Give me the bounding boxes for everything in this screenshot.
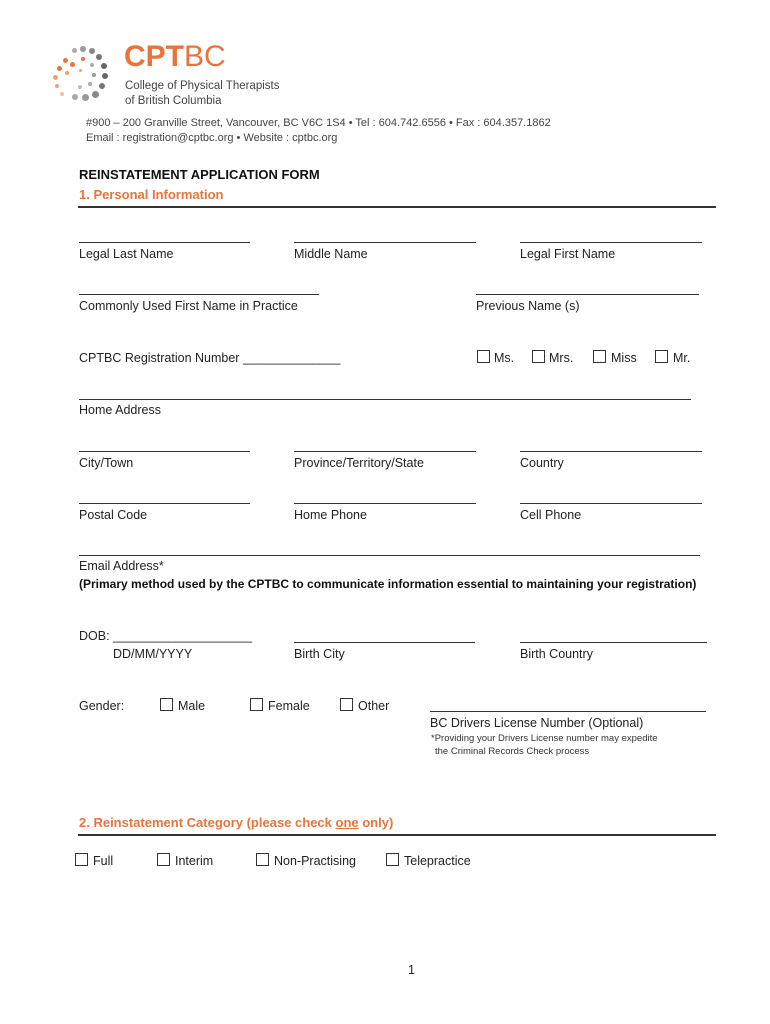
province-label: Province/Territory/State bbox=[294, 456, 424, 470]
section2-heading bbox=[79, 815, 393, 830]
org-address: #900 – 200 Granville Street, Vancouver, BC V6C 1S4 • Tel : 604.742.6556 • Fax : 604.357.1862 bbox=[86, 117, 551, 129]
logo-bc-text: BC bbox=[184, 40, 226, 73]
category-full-label: Full bbox=[93, 854, 114, 868]
title-mr-label: Mr. bbox=[673, 351, 691, 365]
cell-phone-label: Cell Phone bbox=[520, 508, 582, 522]
legal-last-name-label: Legal Last Name bbox=[79, 247, 174, 261]
previous-names-field[interactable] bbox=[476, 294, 699, 295]
drivers-license-note-line1: *Providing your Drivers License number may expedite bbox=[431, 733, 658, 744]
home-phone-field[interactable] bbox=[294, 503, 476, 504]
legal-first-name-label: Legal First Name bbox=[520, 247, 616, 261]
birth-city-label: Birth City bbox=[294, 647, 345, 661]
category-non-practising-label: Non-Practising bbox=[274, 854, 356, 868]
org-contact: Email : registration@cptbc.org • Website : cptbc.org bbox=[86, 132, 338, 144]
country-label: Country bbox=[520, 456, 564, 470]
logo-cpt-text: CPT bbox=[124, 40, 184, 73]
category-interim-checkbox[interactable] bbox=[157, 853, 170, 866]
previous-names-label: Previous Name (s) bbox=[476, 299, 580, 313]
email-label: Email Address* bbox=[79, 559, 164, 573]
drivers-license-field[interactable] bbox=[430, 711, 706, 712]
home-address-field[interactable] bbox=[79, 399, 691, 400]
dob-format-label: DD/MM/YYYY bbox=[113, 647, 193, 661]
gender-female-checkbox[interactable] bbox=[250, 698, 263, 711]
common-first-name-field[interactable] bbox=[79, 294, 319, 295]
gender-other-label: Other bbox=[358, 699, 390, 713]
logo-wordmark bbox=[124, 40, 226, 79]
gender-male-checkbox[interactable] bbox=[160, 698, 173, 711]
postal-code-label: Postal Code bbox=[79, 508, 148, 522]
category-interim-label: Interim bbox=[175, 854, 214, 868]
drivers-license-label: BC Drivers License Number (Optional) bbox=[430, 716, 644, 730]
cell-phone-field[interactable] bbox=[520, 503, 702, 504]
birth-country-label: Birth Country bbox=[520, 647, 593, 661]
common-first-name-label: Commonly Used First Name in Practice bbox=[79, 299, 298, 313]
gender-female-label: Female bbox=[268, 699, 310, 713]
title-ms-checkbox[interactable] bbox=[477, 350, 490, 363]
section1-heading: 1. Personal Information bbox=[79, 187, 224, 202]
registration-number-field[interactable]: CPTBC Registration Number ______________ bbox=[79, 351, 341, 365]
home-phone-label: Home Phone bbox=[294, 508, 367, 522]
section1-divider bbox=[78, 206, 716, 208]
title-mr-checkbox[interactable] bbox=[655, 350, 668, 363]
category-full-checkbox[interactable] bbox=[75, 853, 88, 866]
section2-heading-end: only) bbox=[358, 815, 394, 830]
birth-city-field[interactable] bbox=[294, 642, 475, 643]
middle-name-field[interactable] bbox=[294, 242, 476, 243]
city-label: City/Town bbox=[79, 456, 134, 470]
postal-code-field[interactable] bbox=[79, 503, 250, 504]
logo-mark bbox=[50, 44, 116, 106]
category-non-practising-checkbox[interactable] bbox=[256, 853, 269, 866]
section2-heading-emphasis: one bbox=[335, 815, 359, 830]
drivers-license-note-line2: the Criminal Records Check process bbox=[435, 746, 590, 757]
section2-divider bbox=[78, 834, 716, 836]
form-title: REINSTATEMENT APPLICATION FORM bbox=[79, 167, 320, 182]
title-ms-label: Ms. bbox=[494, 351, 515, 365]
category-telepractice-label: Telepractice bbox=[404, 854, 471, 868]
title-mrs-label: Mrs. bbox=[549, 351, 574, 365]
birth-country-field[interactable] bbox=[520, 642, 707, 643]
middle-name-label: Middle Name bbox=[294, 247, 368, 261]
legal-first-name-field[interactable] bbox=[520, 242, 702, 243]
country-field[interactable] bbox=[520, 451, 702, 452]
page-number: 1 bbox=[408, 963, 415, 977]
org-name-line1: College of Physical Therapists bbox=[125, 80, 280, 92]
dob-field[interactable]: DOB: ____________________ bbox=[79, 629, 253, 643]
org-name-line2: of British Columbia bbox=[125, 95, 222, 107]
title-miss-checkbox[interactable] bbox=[593, 350, 606, 363]
email-note: (Primary method used by the CPTBC to communicate information essential to maintaining your registration) bbox=[79, 577, 697, 591]
email-field[interactable] bbox=[79, 555, 700, 556]
title-mrs-checkbox[interactable] bbox=[532, 350, 545, 363]
title-miss-label: Miss bbox=[611, 351, 637, 365]
gender-male-label: Male bbox=[178, 699, 206, 713]
legal-last-name-field[interactable] bbox=[79, 242, 250, 243]
section2-heading-start: 2. Reinstatement Category (please check bbox=[79, 815, 336, 830]
city-field[interactable] bbox=[79, 451, 250, 452]
home-address-label: Home Address bbox=[79, 403, 161, 417]
gender-other-checkbox[interactable] bbox=[340, 698, 353, 711]
gender-label: Gender: bbox=[79, 699, 125, 713]
category-telepractice-checkbox[interactable] bbox=[386, 853, 399, 866]
province-field[interactable] bbox=[294, 451, 476, 452]
